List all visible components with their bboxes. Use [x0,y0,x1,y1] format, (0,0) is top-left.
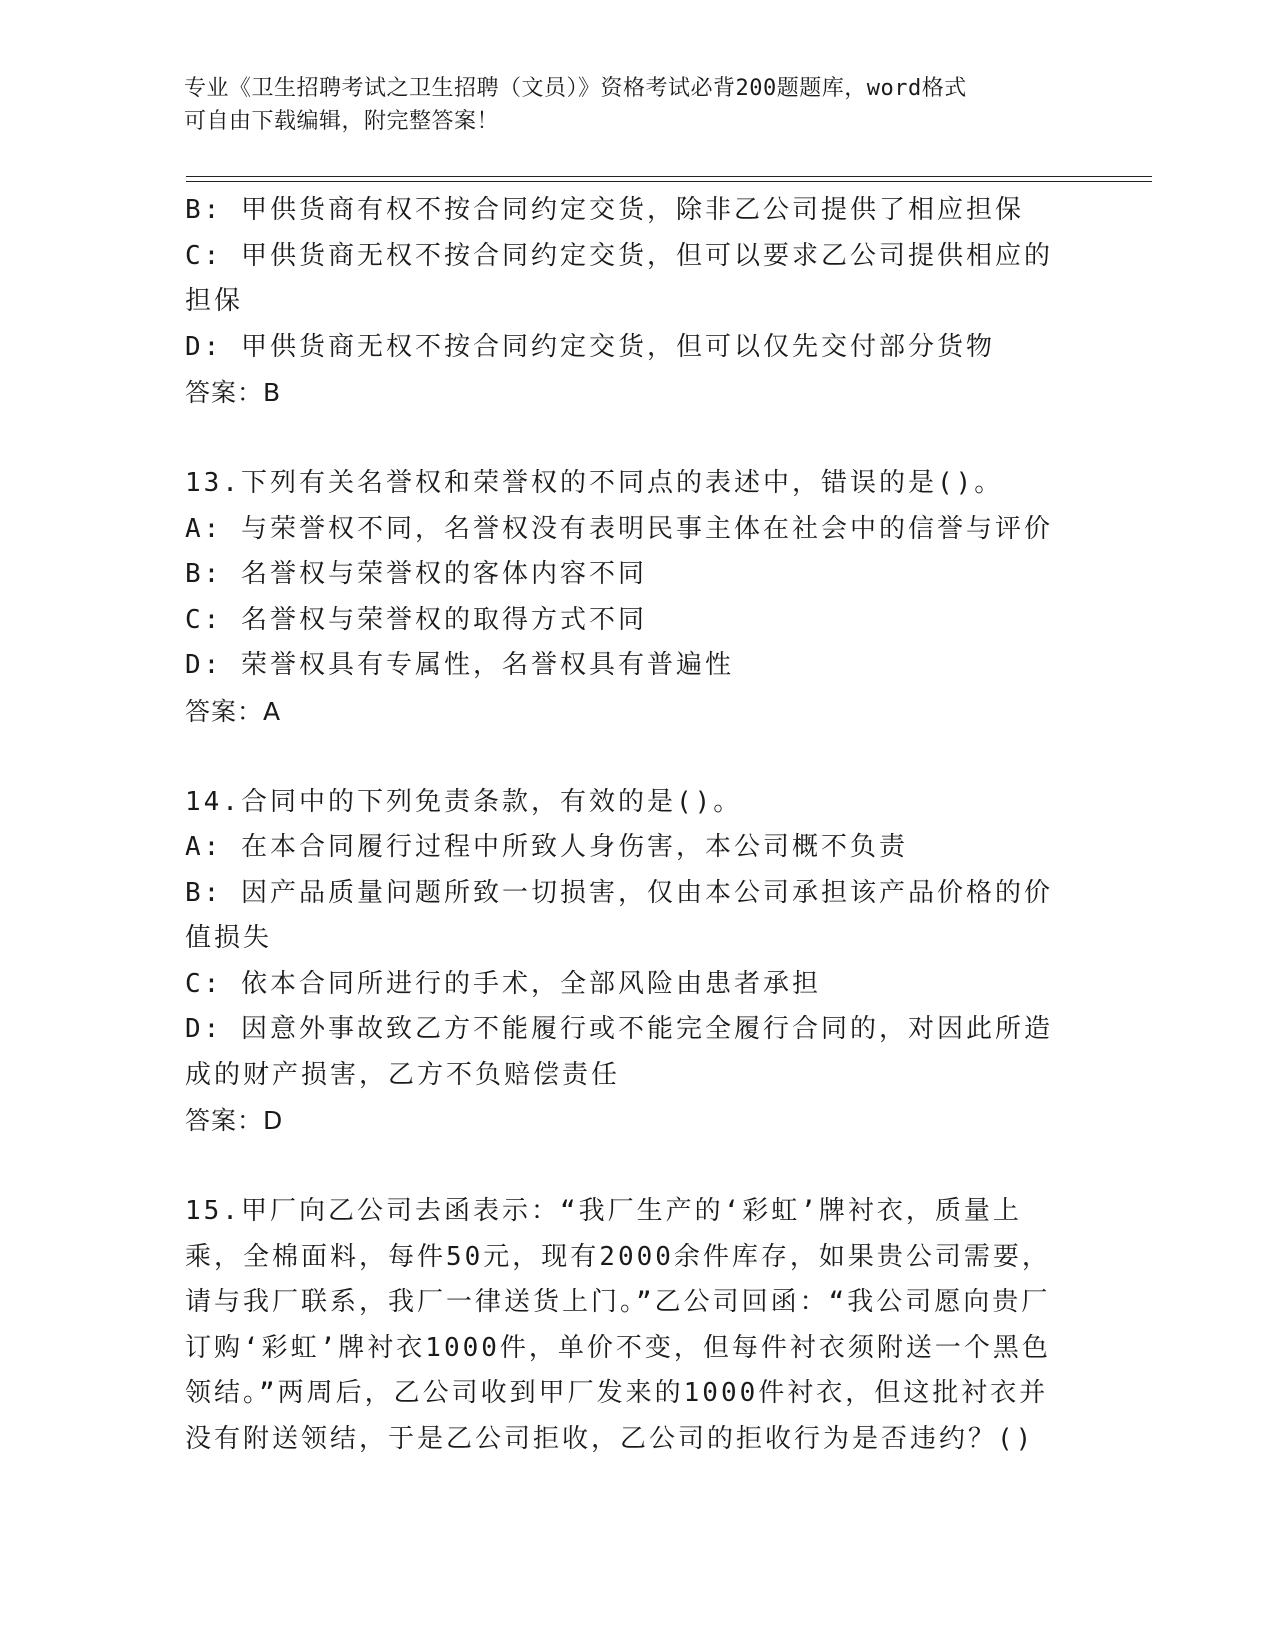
question-14-option-d: D: 因意外事故致乙方不能履行或不能完全履行合同的，对因此所造成的财产损害，乙方不负赔偿责任 [185,1014,1053,1090]
spacer [185,734,1075,780]
question-13-stem: 13.下列有关名誉权和荣誉权的不同点的表述中，错误的是()。 [185,468,1004,498]
question-12-answer: 答案：B [185,378,282,407]
spacer [185,416,1075,462]
question-12-block [185,188,1075,416]
question-12-option-b: B: 甲供货商有权不按合同约定交货，除非乙公司提供了相应担保 [185,195,1024,225]
header-line-2: 可自由下载编辑，附完整答案！ [184,109,500,134]
question-14-option-a: A: 在本合同履行过程中所致人身伤害，本公司概不负责 [185,832,908,862]
question-13-option-c: C: 名誉权与荣誉权的取得方式不同 [185,604,647,635]
question-14-answer: 答案：D [185,1106,284,1135]
question-14-option-c: C: 依本合同所进行的手术，全部风险由患者承担 [185,968,821,999]
document-header [184,72,1064,138]
question-13-option-d: D: 荣誉权具有专属性，名誉权具有普遍性 [185,650,734,680]
header-rule-top [186,176,1152,177]
question-12-option-c: C: 甲供货商无权不按合同约定交货，但可以要求乙公司提供相应的担保 [185,240,1053,316]
question-15-block [185,1189,1075,1462]
spacer [185,1144,1075,1190]
question-13-answer: 答案：A [185,696,282,726]
question-13-option-a: A: 与荣誉权不同，名誉权没有表明民事主体在社会中的信誉与评价 [185,513,1053,544]
question-13-option-b: B: 名誉权与荣誉权的客体内容不同 [185,559,647,589]
question-14-option-b: B: 因产品质量问题所致一切损害，仅由本公司承担该产品价格的价值损失 [185,877,1053,953]
question-list [185,188,1075,1462]
question-12-option-d: D: 甲供货商无权不按合同约定交货，但可以仅先交付部分货物 [185,331,995,362]
question-13-block [185,461,1075,734]
header-rule-bottom [186,181,1152,182]
question-15-stem: 15.甲厂向乙公司去函表示：“我厂生产的‘彩虹’牌衬衣，质量上乘，全棉面料，每件50元，现有2000余件库存，如果贵公司需要，请与我厂联系，我厂一律送货上门。”乙公司回函：“我公司愿向贵厂订购‘彩虹’牌衬衣1000件，单价不变，但每件衬衣须附送一个黑色领结。”两周后，乙公司收到甲厂发来的1000件衬衣，但这批衬衣并没有附送领结，于是乙公司拒收，乙公司的拒收行为是否违约？() [185,1196,1051,1454]
header-line-1: 专业《卫生招聘考试之卫生招聘（文员）》资格考试必背200题题库，word格式 [184,76,967,101]
question-14-stem: 14.合同中的下列免责条款，有效的是()。 [185,786,743,817]
question-14-block [185,780,1075,1144]
